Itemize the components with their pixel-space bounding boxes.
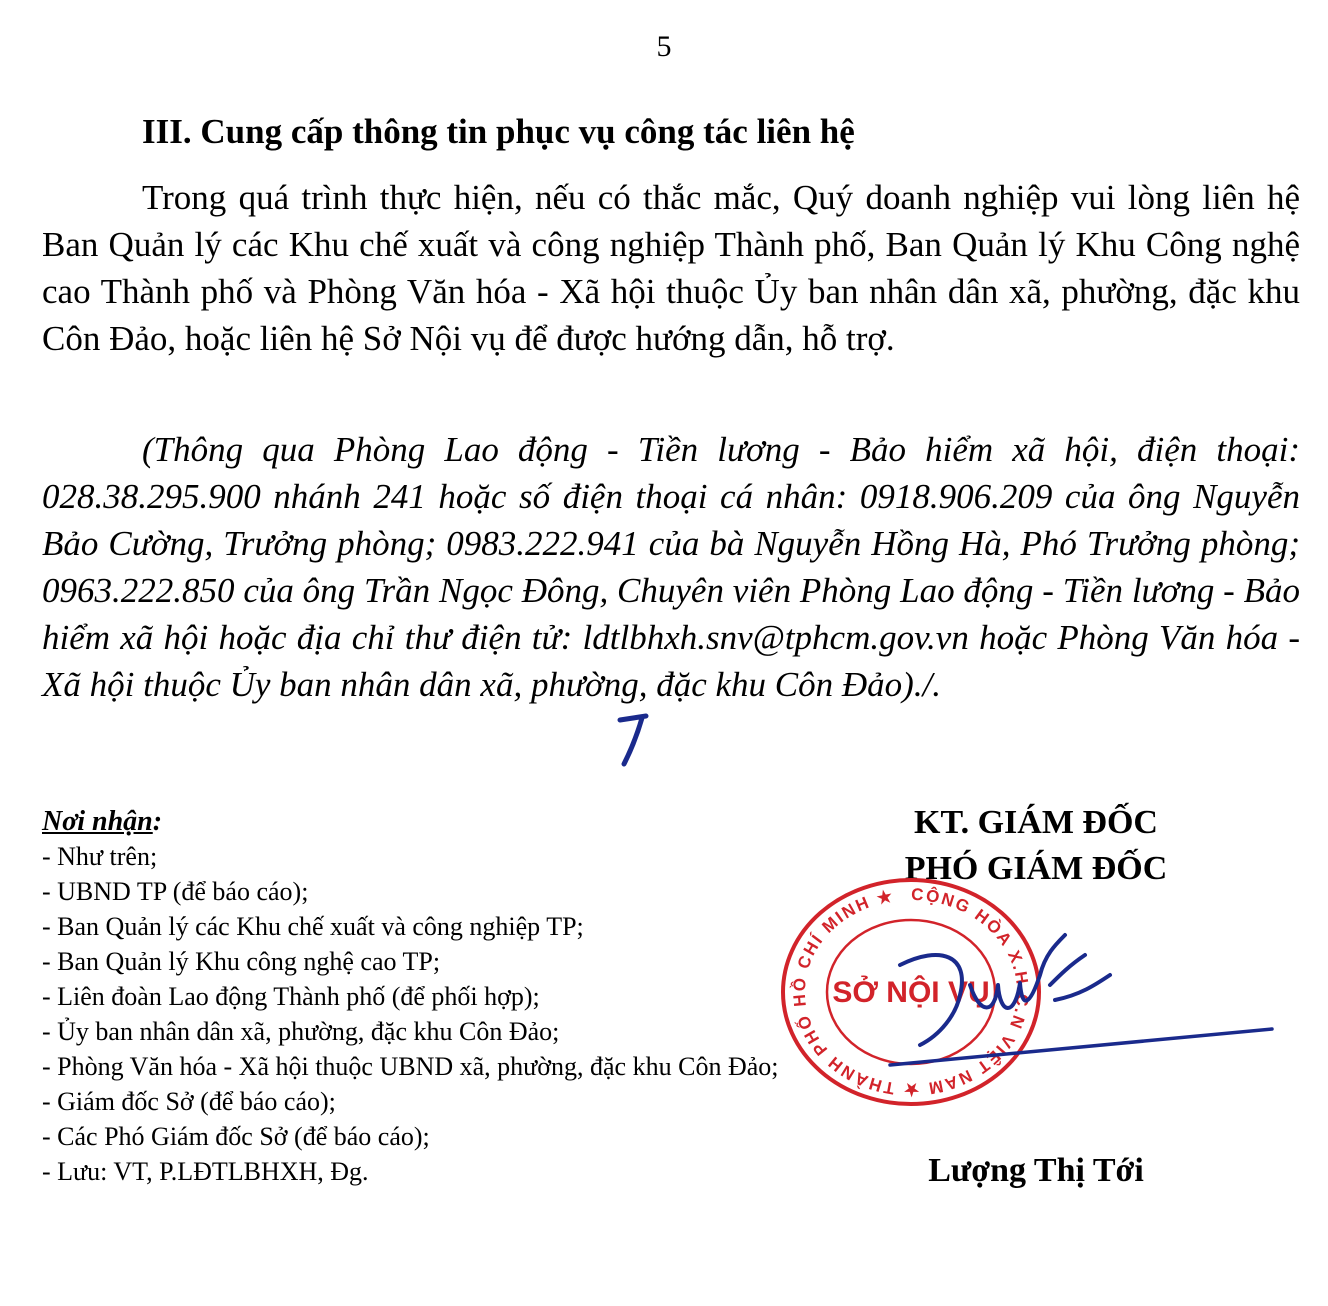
page-number: 5 [656,30,672,63]
list-item: - Các Phó Giám đốc Sở (để báo cáo); [42,1122,430,1151]
seal-center-text: SỞ NỘI VỤ [832,976,990,1009]
signer-position: PHÓ GIÁM ĐỐC [904,850,1168,887]
list-item: - Liên đoàn Lao động Thành phố (để phối hợp); [42,982,540,1011]
body-paragraph: Trong quá trình thực hiện, nếu có thắc mắc, Quý doanh nghiệp vui lòng liên hệ Ban Quản lý các Khu chế xuất và công nghiệp Thành phố, Ban Quản lý Khu Công nghệ cao Thành phố và Phòng Văn hóa - Xã hội thuộc Ủy ban nhân dân xã, phường, đặc khu Côn Đảo, hoặc liên hệ Sở Nội vụ để được hướng dẫn, hỗ trợ. [42,178,1300,358]
recipients-block [42,804,782,1189]
recipients-title-label: Nơi nhận [42,806,153,837]
initial-mark-icon [612,712,652,768]
recipients-list [42,839,782,1189]
list-item: - Phòng Văn hóa - Xã hội thuộc UBND xã, phường, đặc khu Côn Đảo; [42,1052,779,1081]
contact-paragraph: (Thông qua Phòng Lao động - Tiền lương - Bảo hiểm xã hội, điện thoại: 028.38.295.900 nhánh 241 hoặc số điện thoại cá nhân: 0918.906.209 của ông Nguyễn Bảo Cường, Trưởng phòng; 0983.222.941 của bà Nguyễn Hồng Hà, Phó Trưởng phòng; 0963.222.850 của ông Trần Ngọc Đông, Chuyên viên Phòng Lao động - Tiền lương - Bảo hiểm xã hội hoặc địa chỉ thư điện tử: ldtlbhxh.snv@tphcm.gov.vn hoặc Phòng Văn hóa - Xã hội thuộc Ủy ban nhân dân xã, phường, đặc khu Côn Đảo)./. [42,430,1300,704]
list-item: - Giám đốc Sở (để báo cáo); [42,1087,336,1116]
section-heading: III. Cung cấp thông tin phục vụ công tác liên hệ [142,112,855,151]
list-item: - Như trên; [42,842,158,871]
signer-authority: KT. GIÁM ĐỐC [914,804,1158,841]
handwritten-signature-icon [880,925,1280,1075]
recipients-title [42,804,782,839]
seal-ring-text: CỘNG HÒA X.H.C.N VIỆT NAM ★ THÀNH PHỐ HỒ CHÍ MINH ★ [789,884,1033,1100]
list-item: - Ban Quản lý Khu công nghệ cao TP; [42,947,441,976]
list-item: - Ủy ban nhân dân xã, phường, đặc khu Côn Đảo; [42,1017,560,1046]
list-item: - Lưu: VT, P.LĐTLBHXH, Đg. [42,1157,369,1186]
signer-name: Lượng Thị Tới [928,1152,1144,1189]
list-item: - UBND TP (để báo cáo); [42,877,309,906]
recipients-title-colon: : [152,806,163,837]
list-item: - Ban Quản lý các Khu chế xuất và công nghiệp TP; [42,912,584,941]
